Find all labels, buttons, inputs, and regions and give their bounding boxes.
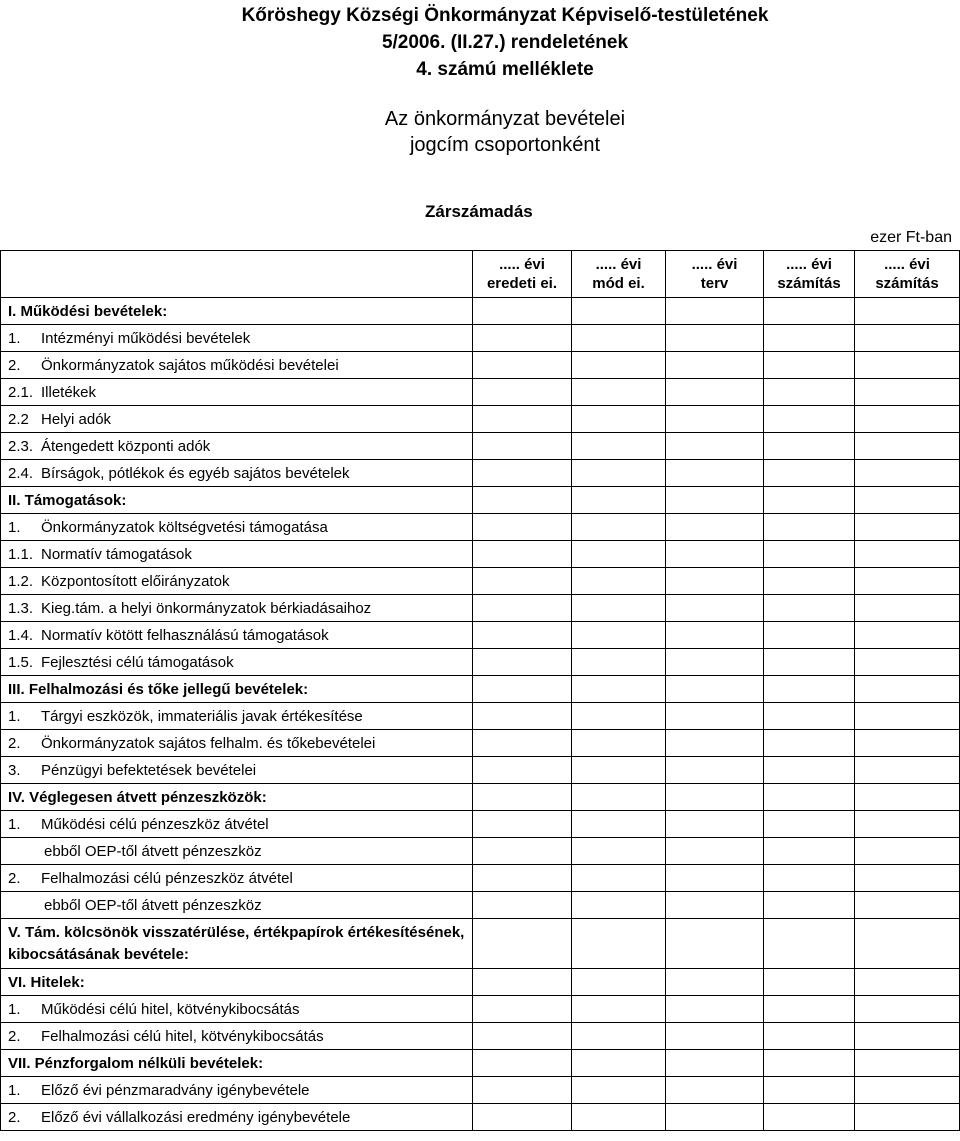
value-cell[interactable] bbox=[473, 568, 572, 595]
row-label bbox=[1, 514, 473, 541]
row-number: 1.5. bbox=[8, 653, 34, 671]
value-cell[interactable] bbox=[764, 1104, 855, 1131]
value-cell[interactable] bbox=[666, 568, 764, 595]
row-text: Önkormányzatok költségvetési támogatása bbox=[41, 518, 328, 536]
table-row bbox=[1, 325, 960, 352]
row-number: 2. bbox=[8, 1027, 21, 1045]
value-cell[interactable] bbox=[473, 838, 572, 865]
value-cell[interactable] bbox=[764, 1023, 855, 1050]
unit-label: ezer Ft-ban bbox=[870, 229, 952, 246]
col-header-3: ..... évi terv bbox=[666, 251, 764, 298]
title-line-1: Kőröshegy Községi Önkormányzat Képviselő-testületének bbox=[241, 5, 769, 26]
value-cell[interactable] bbox=[572, 649, 666, 676]
value-cell[interactable] bbox=[764, 379, 855, 406]
value-cell[interactable] bbox=[473, 730, 572, 757]
value-cell[interactable] bbox=[764, 730, 855, 757]
value-cell[interactable] bbox=[764, 352, 855, 379]
table-row bbox=[1, 1023, 960, 1050]
value-cell[interactable] bbox=[473, 379, 572, 406]
row-text: Normatív támogatások bbox=[41, 545, 192, 563]
row-label bbox=[1, 784, 473, 811]
value-cell[interactable] bbox=[572, 406, 666, 433]
value-cell[interactable] bbox=[572, 919, 666, 969]
value-cell[interactable] bbox=[666, 406, 764, 433]
value-cell[interactable] bbox=[666, 595, 764, 622]
row-label bbox=[1, 325, 473, 352]
value-cell[interactable] bbox=[473, 784, 572, 811]
row-number: 2.1. bbox=[8, 383, 34, 401]
value-cell[interactable] bbox=[764, 811, 855, 838]
row-label bbox=[1, 969, 473, 996]
table-row bbox=[1, 460, 960, 487]
value-cell[interactable] bbox=[764, 838, 855, 865]
table-row bbox=[1, 1104, 960, 1131]
value-cell[interactable] bbox=[572, 838, 666, 865]
table-row bbox=[1, 811, 960, 838]
value-cell[interactable] bbox=[855, 487, 960, 514]
row-label bbox=[1, 1104, 473, 1131]
table-row bbox=[1, 784, 960, 811]
row-text: Előző évi pénzmaradvány igénybevétele bbox=[41, 1081, 310, 1099]
value-cell[interactable] bbox=[473, 757, 572, 784]
value-cell[interactable] bbox=[473, 622, 572, 649]
row-text: ebből OEP-től átvett pénzeszköz bbox=[44, 842, 262, 860]
row-text: Központosított előirányzatok bbox=[41, 572, 230, 590]
value-cell[interactable] bbox=[473, 1050, 572, 1077]
row-text: Helyi adók bbox=[41, 410, 112, 428]
value-cell[interactable] bbox=[764, 996, 855, 1023]
value-cell[interactable] bbox=[855, 730, 960, 757]
value-cell[interactable] bbox=[473, 460, 572, 487]
table-row bbox=[1, 838, 960, 865]
value-cell[interactable] bbox=[855, 703, 960, 730]
table-row bbox=[1, 969, 960, 996]
row-number: 3. bbox=[8, 761, 21, 779]
value-cell[interactable] bbox=[572, 969, 666, 996]
value-cell[interactable] bbox=[764, 460, 855, 487]
table-row bbox=[1, 1050, 960, 1077]
value-cell[interactable] bbox=[473, 1023, 572, 1050]
row-label bbox=[1, 757, 473, 784]
header-row bbox=[1, 251, 960, 298]
row-text: I. Működési bevételek: bbox=[8, 302, 168, 320]
value-cell[interactable] bbox=[572, 1104, 666, 1131]
value-cell[interactable] bbox=[855, 892, 960, 919]
value-cell[interactable] bbox=[572, 595, 666, 622]
row-label bbox=[1, 676, 473, 703]
row-text: Előző évi vállalkozási eredmény igénybevétele bbox=[41, 1108, 351, 1126]
row-label bbox=[1, 406, 473, 433]
value-cell[interactable] bbox=[855, 784, 960, 811]
value-cell[interactable] bbox=[855, 595, 960, 622]
row-text: Bírságok, pótlékok és egyéb sajátos bevételek bbox=[41, 464, 350, 482]
value-cell[interactable] bbox=[473, 1104, 572, 1131]
row-number: 2.2 bbox=[8, 410, 29, 428]
value-cell[interactable] bbox=[572, 1077, 666, 1104]
value-cell[interactable] bbox=[855, 433, 960, 460]
table-row bbox=[1, 1077, 960, 1104]
row-text: Önkormányzatok sajátos felhalm. és tőkebevételei bbox=[41, 734, 376, 752]
value-cell[interactable] bbox=[473, 892, 572, 919]
value-cell[interactable] bbox=[764, 919, 855, 969]
table-row bbox=[1, 676, 960, 703]
value-cell[interactable] bbox=[473, 649, 572, 676]
row-text: Önkormányzatok sajátos működési bevételei bbox=[41, 356, 339, 374]
value-cell[interactable] bbox=[855, 406, 960, 433]
row-number: 1.1. bbox=[8, 545, 34, 563]
row-label bbox=[1, 460, 473, 487]
row-label bbox=[1, 1050, 473, 1077]
row-label bbox=[1, 730, 473, 757]
value-cell[interactable] bbox=[572, 433, 666, 460]
value-cell[interactable] bbox=[572, 1050, 666, 1077]
row-text: Illetékek bbox=[41, 383, 97, 401]
value-cell[interactable] bbox=[572, 865, 666, 892]
value-cell[interactable] bbox=[572, 730, 666, 757]
value-cell[interactable] bbox=[666, 865, 764, 892]
row-label bbox=[1, 919, 473, 969]
table-row bbox=[1, 919, 960, 969]
row-number: 2.3. bbox=[8, 437, 34, 455]
value-cell[interactable] bbox=[572, 996, 666, 1023]
value-cell[interactable] bbox=[764, 865, 855, 892]
row-text: Pénzügyi befektetések bevételei bbox=[41, 761, 257, 779]
row-text: Működési célú pénzeszköz átvétel bbox=[41, 815, 269, 833]
value-cell[interactable] bbox=[666, 1023, 764, 1050]
value-cell[interactable] bbox=[764, 298, 855, 325]
row-text: VI. Hitelek: bbox=[8, 973, 85, 991]
value-cell[interactable] bbox=[473, 514, 572, 541]
value-cell[interactable] bbox=[764, 649, 855, 676]
row-label bbox=[1, 568, 473, 595]
value-cell[interactable] bbox=[764, 676, 855, 703]
value-cell[interactable] bbox=[666, 757, 764, 784]
row-number: 1.3. bbox=[8, 599, 34, 617]
row-number: 2. bbox=[8, 869, 21, 887]
value-cell[interactable] bbox=[855, 1023, 960, 1050]
value-cell[interactable] bbox=[666, 703, 764, 730]
value-cell[interactable] bbox=[666, 996, 764, 1023]
value-cell[interactable] bbox=[666, 622, 764, 649]
row-label bbox=[1, 541, 473, 568]
table-row bbox=[1, 892, 960, 919]
value-cell[interactable] bbox=[855, 379, 960, 406]
value-cell[interactable] bbox=[572, 892, 666, 919]
row-number: 2. bbox=[8, 734, 21, 752]
value-cell[interactable] bbox=[572, 487, 666, 514]
table-row bbox=[1, 568, 960, 595]
value-cell[interactable] bbox=[764, 969, 855, 996]
value-cell[interactable] bbox=[666, 730, 764, 757]
row-label bbox=[1, 487, 473, 514]
value-cell[interactable] bbox=[855, 1077, 960, 1104]
value-cell[interactable] bbox=[666, 487, 764, 514]
table-row bbox=[1, 487, 960, 514]
table-body bbox=[1, 298, 960, 1131]
table-row bbox=[1, 622, 960, 649]
value-cell[interactable] bbox=[855, 568, 960, 595]
value-cell[interactable] bbox=[473, 541, 572, 568]
value-cell[interactable] bbox=[473, 406, 572, 433]
value-cell[interactable] bbox=[764, 703, 855, 730]
row-label bbox=[1, 1077, 473, 1104]
row-text: Kieg.tám. a helyi önkormányzatok bérkiadásaihoz bbox=[41, 599, 372, 617]
value-cell[interactable] bbox=[666, 919, 764, 969]
value-cell[interactable] bbox=[764, 568, 855, 595]
value-cell[interactable] bbox=[855, 865, 960, 892]
value-cell[interactable] bbox=[572, 784, 666, 811]
row-number: 2. bbox=[8, 1108, 21, 1126]
row-text: V. Tám. kölcsönök visszatérülése, értékpapírok értékesítésének, kibocsátásának bevétele: bbox=[8, 923, 465, 963]
row-label bbox=[1, 811, 473, 838]
row-text: II. Támogatások: bbox=[8, 491, 127, 509]
value-cell[interactable] bbox=[855, 969, 960, 996]
row-label bbox=[1, 622, 473, 649]
table-row bbox=[1, 730, 960, 757]
row-label bbox=[1, 838, 473, 865]
table-row bbox=[1, 703, 960, 730]
col-header-1: ..... évi eredeti ei. bbox=[473, 251, 572, 298]
value-cell[interactable] bbox=[855, 325, 960, 352]
value-cell[interactable] bbox=[473, 595, 572, 622]
row-number: 1. bbox=[8, 518, 21, 536]
subtitle-line-2: jogcím csoportonként bbox=[409, 134, 601, 156]
value-cell[interactable] bbox=[473, 352, 572, 379]
table-row bbox=[1, 514, 960, 541]
row-number: 2. bbox=[8, 356, 21, 374]
row-text: Intézményi működési bevételek bbox=[41, 329, 251, 347]
row-number: 1. bbox=[8, 1081, 21, 1099]
value-cell[interactable] bbox=[855, 757, 960, 784]
row-number: 1.4. bbox=[8, 626, 34, 644]
value-cell[interactable] bbox=[666, 784, 764, 811]
value-cell[interactable] bbox=[855, 514, 960, 541]
value-cell[interactable] bbox=[572, 676, 666, 703]
value-cell[interactable] bbox=[666, 514, 764, 541]
value-cell[interactable] bbox=[855, 996, 960, 1023]
value-cell[interactable] bbox=[666, 676, 764, 703]
row-number: 2.4. bbox=[8, 464, 34, 482]
row-text: ebből OEP-től átvett pénzeszköz bbox=[44, 896, 262, 914]
title-line-3: 4. számú melléklete bbox=[416, 59, 594, 80]
row-number: 1. bbox=[8, 329, 21, 347]
row-label bbox=[1, 865, 473, 892]
value-cell[interactable] bbox=[572, 568, 666, 595]
value-cell[interactable] bbox=[473, 969, 572, 996]
value-cell[interactable] bbox=[666, 838, 764, 865]
value-cell[interactable] bbox=[764, 622, 855, 649]
table-row bbox=[1, 757, 960, 784]
value-cell[interactable] bbox=[473, 433, 572, 460]
row-text: IV. Véglegesen átvett pénzeszközök: bbox=[8, 788, 267, 806]
value-cell[interactable] bbox=[473, 865, 572, 892]
value-cell[interactable] bbox=[666, 541, 764, 568]
value-cell[interactable] bbox=[855, 649, 960, 676]
row-number: 1. bbox=[8, 707, 21, 725]
value-cell[interactable] bbox=[572, 298, 666, 325]
value-cell[interactable] bbox=[764, 487, 855, 514]
value-cell[interactable] bbox=[572, 379, 666, 406]
row-text: Felhalmozási célú hitel, kötvénykibocsátás bbox=[41, 1027, 324, 1045]
value-cell[interactable] bbox=[666, 379, 764, 406]
value-cell[interactable] bbox=[666, 1104, 764, 1131]
value-cell[interactable] bbox=[855, 838, 960, 865]
table-row bbox=[1, 433, 960, 460]
value-cell[interactable] bbox=[855, 622, 960, 649]
value-cell[interactable] bbox=[855, 1104, 960, 1131]
row-label bbox=[1, 892, 473, 919]
table-row bbox=[1, 352, 960, 379]
value-cell[interactable] bbox=[666, 1050, 764, 1077]
value-cell[interactable] bbox=[666, 325, 764, 352]
row-text: Normatív kötött felhasználású támogatások bbox=[41, 626, 329, 644]
value-cell[interactable] bbox=[572, 757, 666, 784]
value-cell[interactable] bbox=[572, 1023, 666, 1050]
value-cell[interactable] bbox=[666, 892, 764, 919]
table-row bbox=[1, 298, 960, 325]
value-cell[interactable] bbox=[572, 325, 666, 352]
col-header-5: ..... évi számítás bbox=[855, 251, 960, 298]
row-text: Működési célú hitel, kötvénykibocsátás bbox=[41, 1000, 300, 1018]
value-cell[interactable] bbox=[473, 487, 572, 514]
row-label bbox=[1, 703, 473, 730]
col-header-4: ..... évi számítás bbox=[764, 251, 855, 298]
value-cell[interactable] bbox=[764, 325, 855, 352]
header-blank-cell bbox=[1, 251, 473, 298]
value-cell[interactable] bbox=[855, 298, 960, 325]
value-cell[interactable] bbox=[855, 811, 960, 838]
row-label bbox=[1, 352, 473, 379]
value-cell[interactable] bbox=[572, 352, 666, 379]
value-cell[interactable] bbox=[855, 352, 960, 379]
value-cell[interactable] bbox=[764, 1050, 855, 1077]
table-row bbox=[1, 379, 960, 406]
value-cell[interactable] bbox=[473, 676, 572, 703]
table-row bbox=[1, 996, 960, 1023]
value-cell[interactable] bbox=[473, 996, 572, 1023]
section-label: Zárszámadás bbox=[425, 202, 533, 221]
title-line-2: 5/2006. (II.27.) rendeletének bbox=[381, 32, 629, 53]
row-number: 1. bbox=[8, 1000, 21, 1018]
row-text: Átengedett központi adók bbox=[41, 437, 211, 455]
value-cell[interactable] bbox=[666, 433, 764, 460]
value-cell[interactable] bbox=[666, 460, 764, 487]
value-cell[interactable] bbox=[666, 649, 764, 676]
row-text: Tárgyi eszközök, immateriális javak értékesítése bbox=[41, 707, 363, 725]
value-cell[interactable] bbox=[572, 514, 666, 541]
row-number: 1.2. bbox=[8, 572, 34, 590]
col-header-2: ..... évi mód ei. bbox=[572, 251, 666, 298]
value-cell[interactable] bbox=[572, 811, 666, 838]
value-cell[interactable] bbox=[764, 784, 855, 811]
value-cell[interactable] bbox=[572, 703, 666, 730]
row-label bbox=[1, 649, 473, 676]
value-cell[interactable] bbox=[855, 1050, 960, 1077]
revenue-table bbox=[0, 250, 960, 1131]
table-row bbox=[1, 649, 960, 676]
row-text: Felhalmozási célú pénzeszköz átvétel bbox=[41, 869, 293, 887]
value-cell[interactable] bbox=[764, 514, 855, 541]
value-cell[interactable] bbox=[473, 703, 572, 730]
value-cell[interactable] bbox=[473, 811, 572, 838]
value-cell[interactable] bbox=[572, 622, 666, 649]
table-row bbox=[1, 595, 960, 622]
row-label bbox=[1, 379, 473, 406]
value-cell[interactable] bbox=[855, 919, 960, 969]
table-row bbox=[1, 541, 960, 568]
value-cell[interactable] bbox=[764, 892, 855, 919]
value-cell[interactable] bbox=[855, 541, 960, 568]
value-cell[interactable] bbox=[473, 325, 572, 352]
value-cell[interactable] bbox=[473, 919, 572, 969]
table-row bbox=[1, 406, 960, 433]
row-text: III. Felhalmozási és tőke jellegű bevételek: bbox=[8, 680, 309, 698]
value-cell[interactable] bbox=[666, 298, 764, 325]
row-label bbox=[1, 1023, 473, 1050]
value-cell[interactable] bbox=[764, 595, 855, 622]
row-text: Fejlesztési célú támogatások bbox=[41, 653, 234, 671]
value-cell[interactable] bbox=[764, 1077, 855, 1104]
value-cell[interactable] bbox=[666, 352, 764, 379]
value-cell[interactable] bbox=[473, 298, 572, 325]
value-cell[interactable] bbox=[855, 460, 960, 487]
table-row bbox=[1, 865, 960, 892]
value-cell[interactable] bbox=[764, 757, 855, 784]
row-text: VII. Pénzforgalom nélküli bevételek: bbox=[8, 1054, 264, 1072]
value-cell[interactable] bbox=[666, 969, 764, 996]
value-cell[interactable] bbox=[473, 1077, 572, 1104]
value-cell[interactable] bbox=[572, 460, 666, 487]
value-cell[interactable] bbox=[855, 676, 960, 703]
row-label bbox=[1, 996, 473, 1023]
subtitle-line-1: Az önkormányzat bevételei bbox=[384, 108, 626, 130]
value-cell[interactable] bbox=[666, 1077, 764, 1104]
value-cell[interactable] bbox=[572, 541, 666, 568]
value-cell[interactable] bbox=[764, 406, 855, 433]
row-number: 1. bbox=[8, 815, 21, 833]
row-label bbox=[1, 433, 473, 460]
value-cell[interactable] bbox=[764, 433, 855, 460]
value-cell[interactable] bbox=[666, 811, 764, 838]
row-label bbox=[1, 595, 473, 622]
row-label bbox=[1, 298, 473, 325]
value-cell[interactable] bbox=[764, 541, 855, 568]
